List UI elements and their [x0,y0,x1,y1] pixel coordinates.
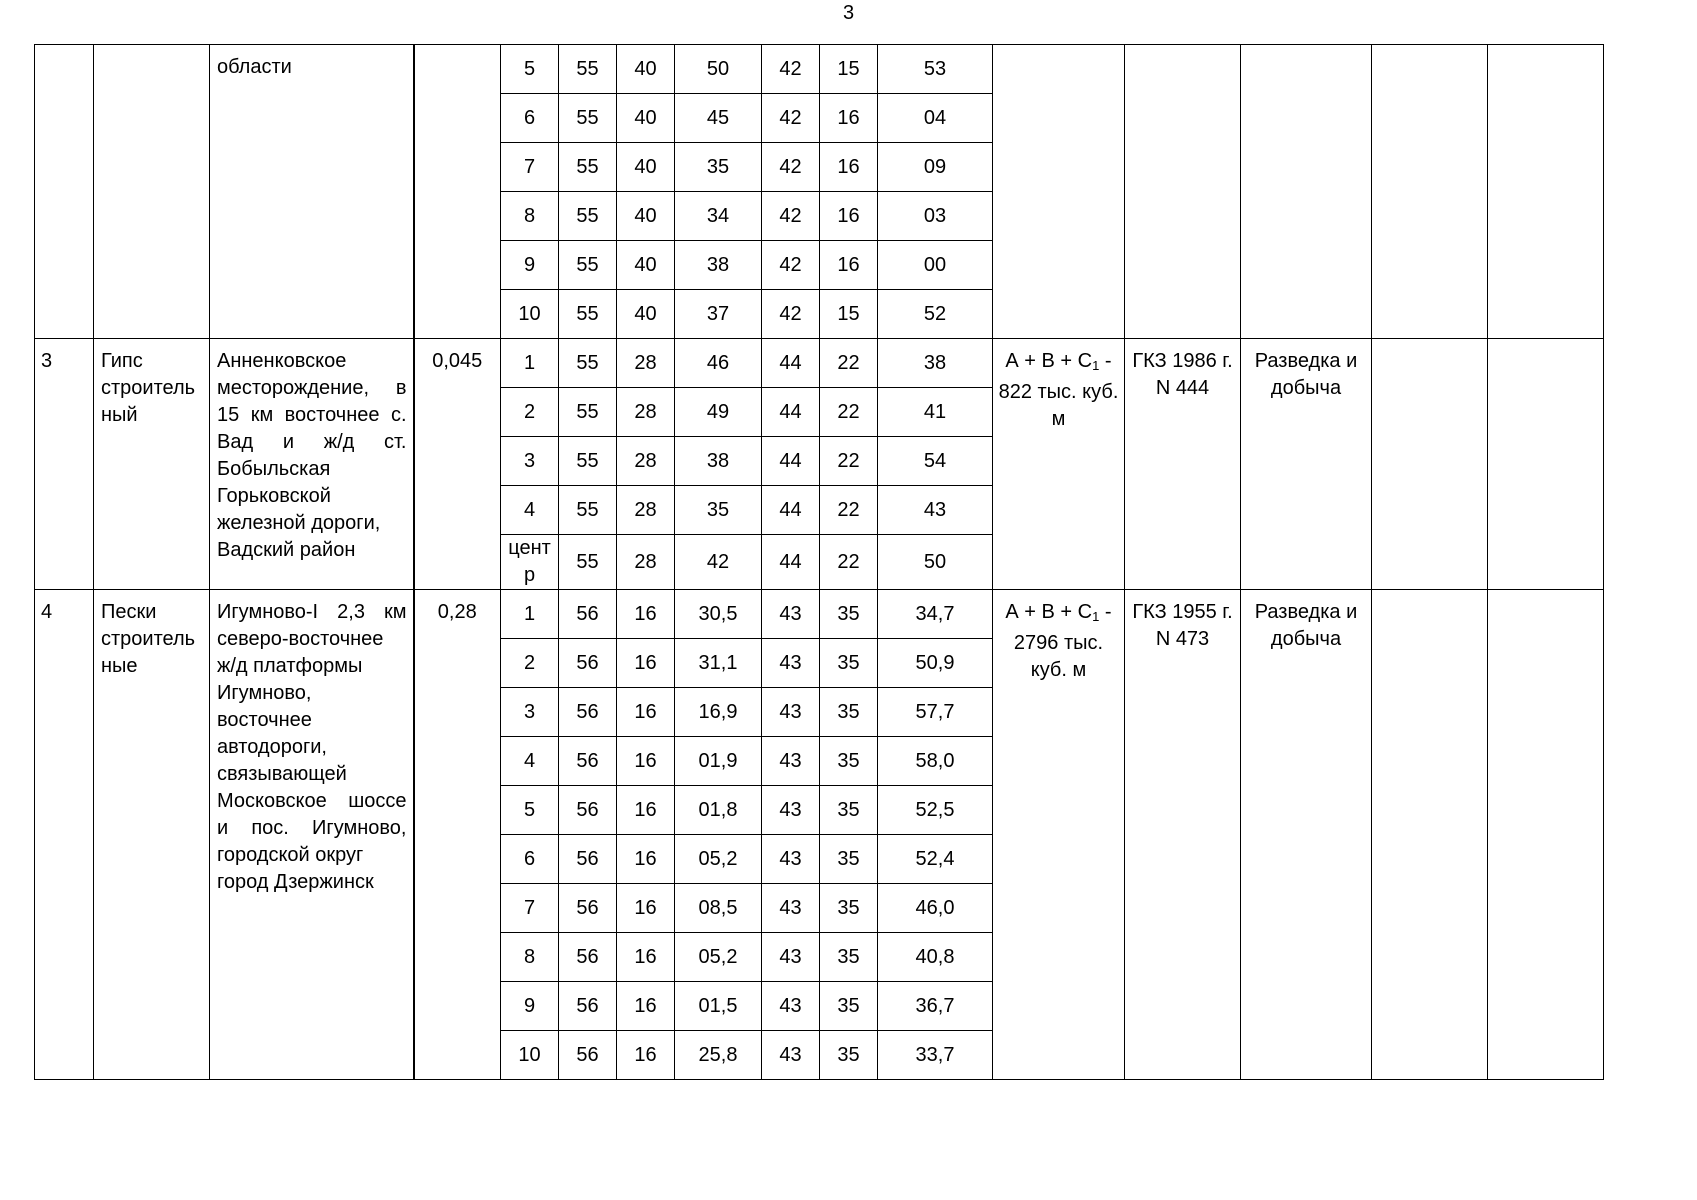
lat-deg: 55 [559,437,617,486]
area-cell: 0,045 [414,339,501,590]
lon-deg: 42 [762,143,820,192]
lat-min: 16 [617,688,675,737]
mineral-cell-line: строитель [101,628,196,650]
lon-sec: 38 [878,339,993,388]
lat-min: 28 [617,535,675,590]
lat-deg: 55 [559,94,617,143]
lat-sec: 46 [675,339,762,388]
lat-min: 40 [617,45,675,94]
reserves-categories: А + В + С [1005,601,1093,623]
lat-min: 28 [617,388,675,437]
reserves-cell [993,339,1125,590]
approval-line: ГКЗ 1955 г. [1132,601,1233,623]
lon-min: 35 [820,590,878,639]
point-number: 4 [501,737,559,786]
location-cell [210,590,414,1080]
lon-min: 35 [820,835,878,884]
point-number: 5 [501,45,559,94]
lat-deg: 55 [559,192,617,241]
mineral-cell-line: строитель [101,377,196,399]
area-cell [414,45,501,339]
purpose-line: Разведка и [1254,601,1358,623]
point-number: 1 [501,590,559,639]
table-row [35,590,1604,639]
lat-sec: 35 [675,486,762,535]
location-cell-line: Игумново-I 2,3 км северо-восточнее ж/д платформы [217,601,407,677]
lon-deg: 43 [762,933,820,982]
lon-sec: 34,7 [878,590,993,639]
point-number: 10 [501,1031,559,1080]
lat-sec: 49 [675,388,762,437]
lon-sec: 57,7 [878,688,993,737]
lat-deg: 56 [559,835,617,884]
point-number: 4 [501,486,559,535]
reserves-subscript: 1 [1092,609,1100,624]
lon-min: 15 [820,290,878,339]
point-number: 2 [501,639,559,688]
lon-deg: 42 [762,290,820,339]
lat-min: 16 [617,933,675,982]
lat-min: 40 [617,192,675,241]
point-number: 7 [501,884,559,933]
lon-deg: 43 [762,590,820,639]
lon-min: 35 [820,688,878,737]
lon-sec: 41 [878,388,993,437]
purpose-line: добыча [1270,628,1342,650]
purpose-cell [1241,339,1372,590]
lat-deg: 55 [559,486,617,535]
reserves-cell [993,590,1125,1080]
lat-sec: 42 [675,535,762,590]
lon-min: 16 [820,143,878,192]
mineral-cell-line: ный [101,404,138,426]
lon-min: 35 [820,786,878,835]
lat-deg: 55 [559,45,617,94]
location-cell-line: Московское шоссе и пос. Игумново, городской округ [217,790,407,866]
lat-min: 28 [617,437,675,486]
lat-min: 16 [617,639,675,688]
lon-min: 35 [820,933,878,982]
lon-sec: 53 [878,45,993,94]
mineral-cell [94,339,210,590]
lon-sec: 09 [878,143,993,192]
area-cell: 0,28 [414,590,501,1080]
lat-min: 16 [617,590,675,639]
location-cell-line: Игумново, [217,682,312,704]
lat-deg: 56 [559,884,617,933]
page-number: 3 [842,2,855,24]
lon-deg: 43 [762,639,820,688]
lon-min: 22 [820,339,878,388]
point-number: 7 [501,143,559,192]
lat-min: 16 [617,1031,675,1080]
lat-sec: 45 [675,94,762,143]
lon-min: 35 [820,639,878,688]
lat-sec: 34 [675,192,762,241]
lat-deg: 55 [559,143,617,192]
point-number: 8 [501,933,559,982]
lat-sec: 37 [675,290,762,339]
lat-min: 16 [617,737,675,786]
point-number: 9 [501,982,559,1031]
mineral-cell-line: Гипс [101,350,143,372]
lon-min: 35 [820,737,878,786]
lat-deg: 56 [559,1031,617,1080]
lat-sec: 01,9 [675,737,762,786]
location-cell-line: связывающей [217,763,347,785]
lat-sec: 01,5 [675,982,762,1031]
lon-deg: 42 [762,241,820,290]
lat-min: 28 [617,486,675,535]
lon-min: 16 [820,94,878,143]
lat-sec: 30,5 [675,590,762,639]
lat-min: 40 [617,94,675,143]
lon-deg: 44 [762,437,820,486]
lat-min: 16 [617,884,675,933]
table-row [35,339,1604,388]
point-number: 1 [501,339,559,388]
lon-min: 22 [820,388,878,437]
lon-deg: 43 [762,688,820,737]
point-number: 8 [501,192,559,241]
reserves-categories: А + В + С [1005,350,1093,372]
lat-deg: 56 [559,933,617,982]
row-number-cell: 4 [35,590,94,1080]
reserves-cell [993,45,1125,339]
lat-deg: 56 [559,590,617,639]
location-cell-line: Анненковское месторождение, в 15 км восточнее с. Вад и ж/д ст. Бобыльская [217,350,407,480]
lon-min: 15 [820,45,878,94]
deposits-table [34,44,1604,1080]
lat-sec: 01,8 [675,786,762,835]
location-cell-line: Горьковской железной дороги, [217,485,381,534]
approval-cell [1125,45,1241,339]
lat-min: 40 [617,290,675,339]
location-cell-line: автодороги, [217,736,327,758]
lat-min: 16 [617,786,675,835]
lon-sec: 36,7 [878,982,993,1031]
row-number-cell: 3 [35,339,94,590]
empty-cell-1 [1372,339,1488,590]
lon-sec: 40,8 [878,933,993,982]
mineral-cell [94,590,210,1080]
lon-deg: 43 [762,884,820,933]
empty-cell-1 [1372,45,1488,339]
lon-sec: 50,9 [878,639,993,688]
reserves-amount: - 2796 тыс. куб. м [1013,601,1112,681]
reserves-amount: - 822 тыс. куб. м [998,350,1119,430]
lon-sec: 58,0 [878,737,993,786]
lon-sec: 33,7 [878,1031,993,1080]
lat-deg: 56 [559,982,617,1031]
lon-sec: 52,4 [878,835,993,884]
empty-cell-1 [1372,590,1488,1080]
lon-sec: 50 [878,535,993,590]
location-cell-line: Вадский район [217,539,356,561]
reserves-subscript: 1 [1092,358,1100,373]
purpose-line: Разведка и [1254,350,1358,372]
lon-deg: 44 [762,486,820,535]
lat-deg: 56 [559,786,617,835]
lat-sec: 16,9 [675,688,762,737]
approval-line: N 444 [1155,377,1210,399]
lon-deg: 43 [762,737,820,786]
purpose-cell [1241,45,1372,339]
lon-deg: 43 [762,982,820,1031]
point-number: 6 [501,94,559,143]
point-number: 2 [501,388,559,437]
row-number-cell [35,45,94,339]
point-number: 10 [501,290,559,339]
lon-deg: 42 [762,94,820,143]
lat-min: 16 [617,982,675,1031]
point-number: 9 [501,241,559,290]
lat-sec: 08,5 [675,884,762,933]
lon-deg: 42 [762,192,820,241]
point-number: цент р [501,535,559,590]
lat-min: 16 [617,835,675,884]
location-cell-line: город Дзержинск [217,871,374,893]
table-row [35,45,1604,94]
lon-sec: 04 [878,94,993,143]
lat-deg: 56 [559,639,617,688]
lat-sec: 25,8 [675,1031,762,1080]
lon-sec: 00 [878,241,993,290]
lon-sec: 52,5 [878,786,993,835]
lat-deg: 55 [559,290,617,339]
empty-cell-2 [1488,339,1604,590]
lon-min: 35 [820,1031,878,1080]
lon-min: 16 [820,192,878,241]
lon-deg: 44 [762,535,820,590]
lon-sec: 46,0 [878,884,993,933]
location-cell [210,45,414,339]
lon-deg: 43 [762,1031,820,1080]
lon-deg: 44 [762,388,820,437]
lat-sec: 38 [675,241,762,290]
lon-sec: 03 [878,192,993,241]
approval-line: N 473 [1155,628,1210,650]
lon-sec: 52 [878,290,993,339]
lat-min: 40 [617,143,675,192]
lat-deg: 55 [559,241,617,290]
lon-min: 22 [820,437,878,486]
lon-deg: 42 [762,45,820,94]
lat-sec: 35 [675,143,762,192]
lat-sec: 05,2 [675,835,762,884]
mineral-cell-line: Пески [101,601,157,623]
lat-min: 28 [617,339,675,388]
location-cell [210,339,414,590]
lat-sec: 50 [675,45,762,94]
mineral-cell-line: ные [101,655,138,677]
location-cell-line: восточнее [217,709,312,731]
lat-deg: 55 [559,388,617,437]
lon-min: 16 [820,241,878,290]
lat-deg: 55 [559,535,617,590]
empty-cell-2 [1488,590,1604,1080]
lon-min: 35 [820,982,878,1031]
lon-min: 35 [820,884,878,933]
point-number: 3 [501,688,559,737]
mineral-cell [94,45,210,339]
lat-deg: 56 [559,737,617,786]
purpose-line: добыча [1270,377,1342,399]
point-number: 3 [501,437,559,486]
approval-cell [1125,339,1241,590]
lat-min: 40 [617,241,675,290]
purpose-cell [1241,590,1372,1080]
location-cell-line: области [217,56,292,78]
lon-sec: 43 [878,486,993,535]
lon-min: 22 [820,486,878,535]
lat-sec: 31,1 [675,639,762,688]
lon-sec: 54 [878,437,993,486]
lon-min: 22 [820,535,878,590]
lat-deg: 55 [559,339,617,388]
approval-line: ГКЗ 1986 г. [1132,350,1233,372]
lon-deg: 44 [762,339,820,388]
lat-sec: 38 [675,437,762,486]
point-number: 5 [501,786,559,835]
empty-cell-2 [1488,45,1604,339]
lat-sec: 05,2 [675,933,762,982]
lon-deg: 43 [762,835,820,884]
point-number: 6 [501,835,559,884]
lat-deg: 56 [559,688,617,737]
approval-cell [1125,590,1241,1080]
lon-deg: 43 [762,786,820,835]
